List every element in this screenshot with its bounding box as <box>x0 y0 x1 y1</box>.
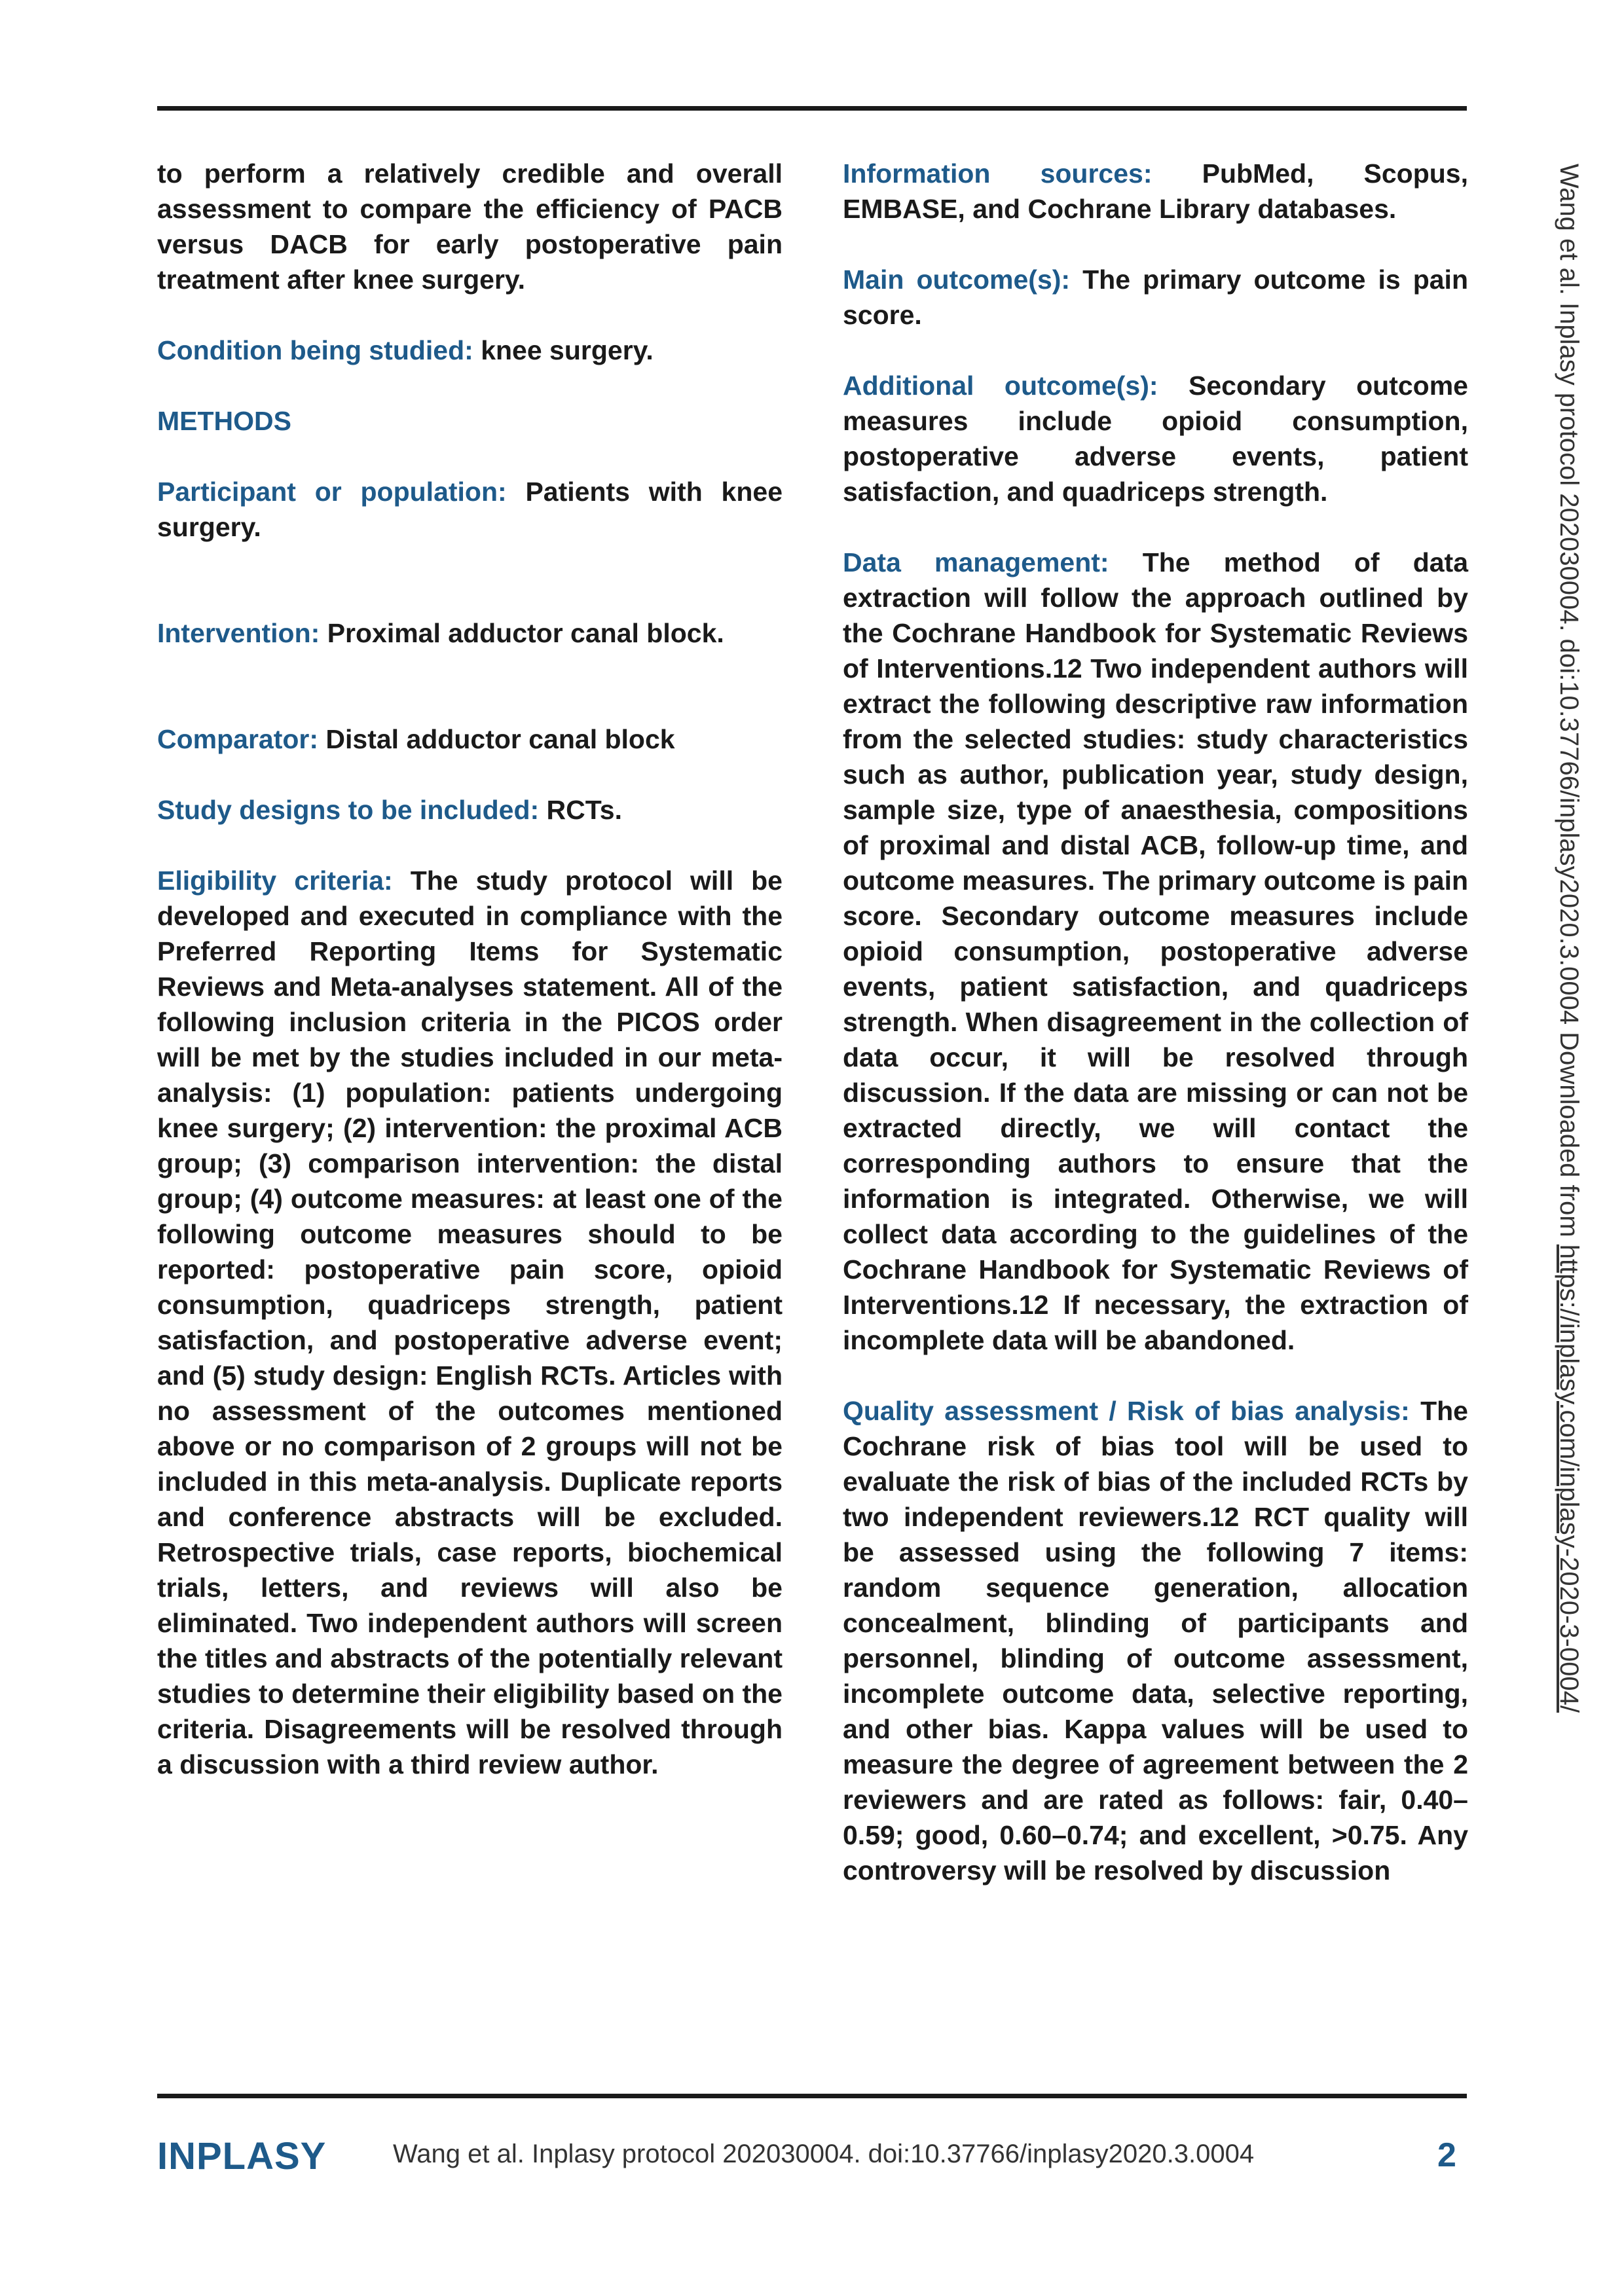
intervention-label: Intervention: <box>157 618 320 648</box>
sources-label: Information sources: <box>843 158 1153 189</box>
intervention-paragraph <box>157 615 783 651</box>
designs-label: Study designs to be included: <box>157 795 540 825</box>
comparator-paragraph <box>157 721 783 757</box>
sidebar-citation <box>1554 164 1583 1713</box>
footer-brand-logo: INPLASY <box>157 2135 327 2178</box>
designs-text: RCTs. <box>539 795 622 825</box>
main-outcome-paragraph <box>843 262 1468 333</box>
comparator-text: Distal adductor canal block <box>318 724 675 754</box>
eligibility-text: The study protocol will be developed and executed in compliance with the Preferred Reporting Items for Systematic Reviews and Meta-analyses statement. All of the following inclusion criteria in the PICOS order will be met by the studies included in our meta-analysis: (1) population: patients undergoing knee surgery; (2) intervention: the proximal ACB group; (3) comparison intervention: the distal group; (4) outcome measures: at least one of the following outcome measures should to be reported: postoperative pain score, opioid consumption, quadriceps strength, patient satisfaction, and postoperative adverse event; and (5) study design: English RCTs. Articles with no assessment of the outcomes mentioned above or no comparison of 2 groups will not be included in this meta-analysis. Duplicate reports and conference abstracts will be excluded. Retrospective trials, case reports, biochemical trials, letters, and reviews will also be eliminated. Two independent authors will screen the titles and abstracts of the potentially relevant studies to determine their eligibility based on the criteria. Disagreements will be resolved through a discussion with a third review author. <box>157 866 783 1779</box>
footer-citation: Wang et al. Inplasy protocol 202030004. doi:10.37766/inplasy2020.3.0004 <box>393 2140 1255 2168</box>
sidebar-text: Wang et al. Inplasy protocol 202030004. doi:10.37766/inplasy2020.3.0004 Downloaded from <box>1555 164 1583 1245</box>
left-column <box>157 156 783 1817</box>
participant-text: Patients with knee surgery. <box>157 477 783 542</box>
sidebar-link[interactable]: https://inplasy.com/inplasy-2020-3-0004/ <box>1555 1244 1583 1713</box>
additional-outcome-text: Secondary outcome measures include opioid consumption, postoperative adverse events, patient satisfaction, and quadriceps strength. <box>843 371 1468 507</box>
designs-paragraph <box>157 792 783 828</box>
main-outcome-text: The primary outcome is pain score. <box>843 264 1468 330</box>
data-management-label: Data management: <box>843 547 1109 577</box>
condition-label: Condition being studied: <box>157 335 473 365</box>
additional-outcome-label: Additional outcome(s): <box>843 371 1158 401</box>
intro-paragraph: to perform a relatively credible and overall assessment to compare the efficiency of PACB versus DACB for early postoperative pain treatment after knee surgery. <box>157 158 783 295</box>
participant-label: Participant or population: <box>157 477 507 507</box>
condition-paragraph <box>157 333 783 368</box>
main-outcome-label: Main outcome(s): <box>843 264 1071 295</box>
methods-heading: METHODS <box>157 406 291 436</box>
eligibility-paragraph <box>157 863 783 1782</box>
eligibility-label: Eligibility criteria: <box>157 866 393 896</box>
comparator-label: Comparator: <box>157 724 319 754</box>
data-management-paragraph <box>843 545 1468 1358</box>
quality-text: The Cochrane risk of bias tool will be used to evaluate the risk of bias of the included RCTs by two independent reviewers.12 RCT quality will be assessed using the following 7 items: random sequence generation, allocation concealment, blinding of participants and personnel, blinding of outcome assessment, incomplete outcome data, selective reporting, and other bias. Kappa values will be used to measure the degree of agreement between the 2 reviewers and are rated as follows: fair, 0.40–0.59; good, 0.60–0.74; and excellent, >0.75. Any controversy will be resolved by discussion <box>843 1396 1468 1886</box>
participant-paragraph <box>157 474 783 545</box>
page-number: 2 <box>1437 2136 1456 2174</box>
additional-outcome-paragraph <box>843 368 1468 509</box>
quality-label: Quality assessment / Risk of bias analysis: <box>843 1396 1410 1426</box>
right-column <box>843 156 1468 1923</box>
bottom-rule <box>157 2094 1467 2098</box>
top-rule <box>157 106 1467 111</box>
condition-text: knee surgery. <box>473 335 654 365</box>
sources-text: PubMed, Scopus, EMBASE, and Cochrane Library databases. <box>843 158 1469 224</box>
quality-paragraph <box>843 1393 1468 1888</box>
intervention-text: Proximal adductor canal block. <box>320 618 724 648</box>
sources-paragraph <box>843 156 1468 227</box>
data-management-text: The method of data extraction will follow the approach outlined by the Cochrane Handbook for Systematic Reviews of Interventions.12 Two independent authors will extract the following descriptive raw information from the selected studies: study characteristics such as author, publication year, study design, sample size, type of anaesthesia, compositions of proximal and distal ACB, follow-up time, and outcome measures. The primary outcome is pain score. Secondary outcome measures include opioid consumption, postoperative adverse events, patient satisfaction, and quadriceps strength. When disagreement in the collection of data occur, it will be resolved through discussion. If the data are missing or can not be extracted directly, we will contact the corresponding authors to ensure that the information is integrated. Otherwise, we will collect data according to the guidelines of the Cochrane Handbook for Systematic Reviews of Interventions.12 If necessary, the extraction of incomplete data will be abandoned. <box>843 547 1468 1355</box>
